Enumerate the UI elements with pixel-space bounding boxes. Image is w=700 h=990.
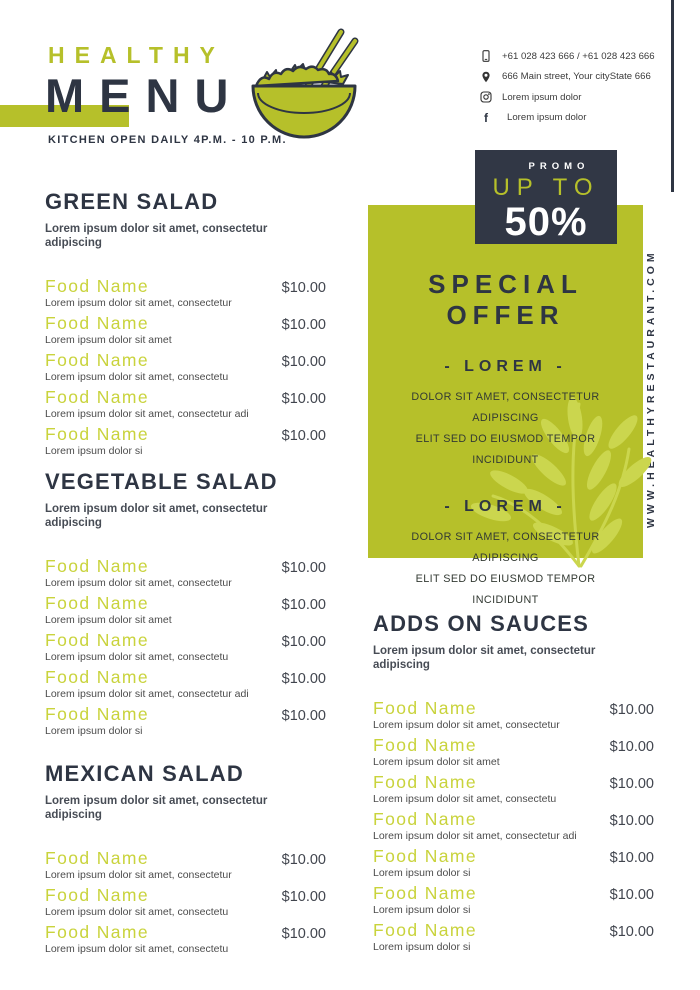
menu-item <box>373 809 654 843</box>
food-description: Lorem ipsum dolor sit amet <box>45 334 172 346</box>
contact-phone-row <box>480 50 655 62</box>
menu-item-row <box>45 848 326 869</box>
food-name: Food Name <box>45 387 150 407</box>
food-price: $10.00 <box>281 280 326 296</box>
food-name: Food Name <box>45 885 150 905</box>
promo-prefix: UP TO <box>492 174 600 201</box>
food-description: Lorem ipsum dolor sit amet, consectetur adi <box>45 688 249 700</box>
section-title: MEXICAN SALAD <box>45 761 244 786</box>
menu-item <box>373 920 654 954</box>
menu-item <box>373 846 654 880</box>
food-name: Food Name <box>45 350 150 370</box>
menu-item <box>45 885 326 919</box>
contact-facebook-row <box>480 112 655 124</box>
menu-item-row <box>373 920 654 941</box>
food-description: Lorem ipsum dolor sit amet, consectetur adi <box>45 408 249 420</box>
food-name: Food Name <box>373 920 478 940</box>
offer-body-1-line1: DOLOR SIT AMET, CONSECTETUR ADIPISCING <box>411 391 600 424</box>
facebook-handle: Lorem ipsum dolor <box>507 112 587 123</box>
food-name: Food Name <box>373 772 478 792</box>
food-price: $10.00 <box>281 354 326 370</box>
instagram-icon <box>480 91 492 103</box>
menu-item <box>45 630 326 664</box>
menu-item <box>373 698 654 732</box>
food-description: Lorem ipsum dolor sit amet, consectetu <box>373 793 557 805</box>
special-offer-panel <box>368 200 643 606</box>
food-price: $10.00 <box>609 776 654 792</box>
menu-item-row <box>45 593 326 614</box>
offer-body-1 <box>384 387 627 471</box>
section-items <box>45 276 326 458</box>
salad-bowl-icon <box>248 26 360 148</box>
menu-item-row <box>45 424 326 445</box>
food-price: $10.00 <box>281 428 326 444</box>
food-price: $10.00 <box>609 887 654 903</box>
menu-item <box>45 556 326 590</box>
menu-item-row <box>45 276 326 297</box>
food-description: Lorem ipsum dolor sit amet, consectetur adi <box>373 830 577 842</box>
food-price: $10.00 <box>281 671 326 687</box>
logo-line1: HEALTHY <box>48 42 225 68</box>
food-description: Lorem ipsum dolor sit amet, consectetur <box>45 869 232 881</box>
food-price: $10.00 <box>609 702 654 718</box>
food-description: Lorem ipsum dolor sit amet <box>373 756 500 768</box>
menu-item-row <box>45 704 326 725</box>
food-name: Food Name <box>45 667 150 687</box>
food-name: Food Name <box>373 735 478 755</box>
food-name: Food Name <box>373 846 478 866</box>
offer-heading-1: - LOREM - <box>444 358 567 375</box>
menu-item <box>45 667 326 701</box>
section-title: GREEN SALAD <box>45 189 219 214</box>
section-vegetable-salad <box>45 470 326 741</box>
menu-item <box>373 735 654 769</box>
food-description: Lorem ipsum dolor si <box>45 445 143 457</box>
food-description: Lorem ipsum dolor sit amet, consectetu <box>45 943 229 955</box>
offer-heading-2: - LOREM - <box>444 498 567 515</box>
offer-body-2-line2: ELIT SED DO EIUSMOD TEMPOR INCIDIDUNT <box>415 573 596 606</box>
menu-item-row <box>373 698 654 719</box>
instagram-handle: Lorem ipsum dolor <box>502 91 582 103</box>
logo-line2: MENU <box>45 69 244 122</box>
menu-item-row <box>373 809 654 830</box>
menu-item <box>373 772 654 806</box>
section-title: VEGETABLE SALAD <box>45 469 278 494</box>
menu-item-row <box>45 667 326 688</box>
promo-discount-value: 50% <box>504 200 588 244</box>
food-name: Food Name <box>373 883 478 903</box>
section-adds-on-sauces <box>373 612 654 957</box>
menu-item-row <box>45 350 326 371</box>
phone-number: +61 028 423 666 / +61 028 423 666 <box>502 50 655 62</box>
section-items <box>45 848 326 956</box>
food-price: $10.00 <box>281 560 326 576</box>
contact-block <box>480 50 655 132</box>
food-price: $10.00 <box>609 924 654 940</box>
food-name: Food Name <box>45 848 150 868</box>
section-green-salad <box>45 190 326 461</box>
street-address: 666 Main street, Your cityState 666 <box>502 71 651 82</box>
menu-item-row <box>45 387 326 408</box>
food-description: Lorem ipsum dolor sit amet, consectetu <box>45 651 229 663</box>
food-description: Lorem ipsum dolor sit amet, consectetu <box>45 906 229 918</box>
food-name: Food Name <box>45 276 150 296</box>
food-name: Food Name <box>373 698 478 718</box>
food-description: Lorem ipsum dolor sit amet, consectetu <box>45 371 229 383</box>
section-items <box>373 698 654 954</box>
food-name: Food Name <box>45 593 150 613</box>
menu-item <box>45 387 326 421</box>
food-description: Lorem ipsum dolor si <box>373 904 471 916</box>
menu-item <box>45 313 326 347</box>
menu-item <box>45 704 326 738</box>
food-price: $10.00 <box>609 850 654 866</box>
food-name: Food Name <box>45 630 150 650</box>
menu-item <box>45 350 326 384</box>
food-description: Lorem ipsum dolor si <box>373 941 471 953</box>
food-price: $10.00 <box>281 708 326 724</box>
menu-item <box>45 593 326 627</box>
menu-item-row <box>373 846 654 867</box>
menu-item <box>373 883 654 917</box>
food-description: Lorem ipsum dolor sit amet <box>45 614 172 626</box>
section-subtitle: Lorem ipsum dolor sit amet, consectetur adipiscing <box>373 645 596 671</box>
menu-item-row <box>45 556 326 577</box>
menu-item-row <box>45 922 326 943</box>
food-price: $10.00 <box>281 597 326 613</box>
offer-body-2 <box>384 527 627 611</box>
food-name: Food Name <box>45 556 150 576</box>
facebook-icon: f <box>484 110 488 125</box>
promo-badge <box>475 150 617 244</box>
food-price: $10.00 <box>281 852 326 868</box>
menu-item <box>45 424 326 458</box>
section-subtitle: Lorem ipsum dolor sit amet, consectetur adipiscing <box>45 223 268 249</box>
food-name: Food Name <box>45 922 150 942</box>
food-price: $10.00 <box>281 889 326 905</box>
food-description: Lorem ipsum dolor sit amet, consectetur <box>373 719 560 731</box>
website-url-vertical: WWW.HEALTHYRESTAURANT.COM <box>645 249 657 528</box>
contact-instagram-row <box>480 91 655 103</box>
food-name: Food Name <box>45 313 150 333</box>
menu-item <box>45 848 326 882</box>
menu-item-row <box>45 630 326 651</box>
food-description: Lorem ipsum dolor si <box>45 725 143 737</box>
menu-item <box>45 922 326 956</box>
food-price: $10.00 <box>281 926 326 942</box>
offer-body-2-line1: DOLOR SIT AMET, CONSECTETUR ADIPISCING <box>411 531 600 564</box>
location-pin-icon <box>480 71 492 83</box>
menu-item <box>45 276 326 310</box>
food-price: $10.00 <box>609 739 654 755</box>
menu-item-row <box>373 735 654 756</box>
promo-label: PROMO <box>528 161 590 172</box>
section-title: ADDS ON SAUCES <box>373 611 590 636</box>
kitchen-hours: KITCHEN OPEN DAILY 4P.M. - 10 P.M. <box>48 134 287 146</box>
food-price: $10.00 <box>281 317 326 333</box>
food-description: Lorem ipsum dolor sit amet, consectetur <box>45 577 232 589</box>
food-name: Food Name <box>45 704 150 724</box>
offer-body-1-line2: ELIT SED DO EIUSMOD TEMPOR INCIDIDUNT <box>415 433 596 466</box>
food-name: Food Name <box>45 424 150 444</box>
section-items <box>45 556 326 738</box>
food-description: Lorem ipsum dolor sit amet, consectetur <box>45 297 232 309</box>
mobile-phone-icon <box>480 50 492 62</box>
section-subtitle: Lorem ipsum dolor sit amet, consectetur adipiscing <box>45 795 268 821</box>
special-offer-title: SPECIAL OFFER <box>428 269 583 330</box>
food-price: $10.00 <box>281 634 326 650</box>
food-price: $10.00 <box>281 391 326 407</box>
vertical-rule <box>671 0 674 192</box>
food-name: Food Name <box>373 809 478 829</box>
menu-item-row <box>45 313 326 334</box>
section-mexican-salad <box>45 762 326 959</box>
menu-item-row <box>373 772 654 793</box>
food-description: Lorem ipsum dolor si <box>373 867 471 879</box>
menu-item-row <box>373 883 654 904</box>
contact-address-row <box>480 71 655 83</box>
menu-item-row <box>45 885 326 906</box>
food-price: $10.00 <box>609 813 654 829</box>
section-subtitle: Lorem ipsum dolor sit amet, consectetur adipiscing <box>45 503 268 529</box>
